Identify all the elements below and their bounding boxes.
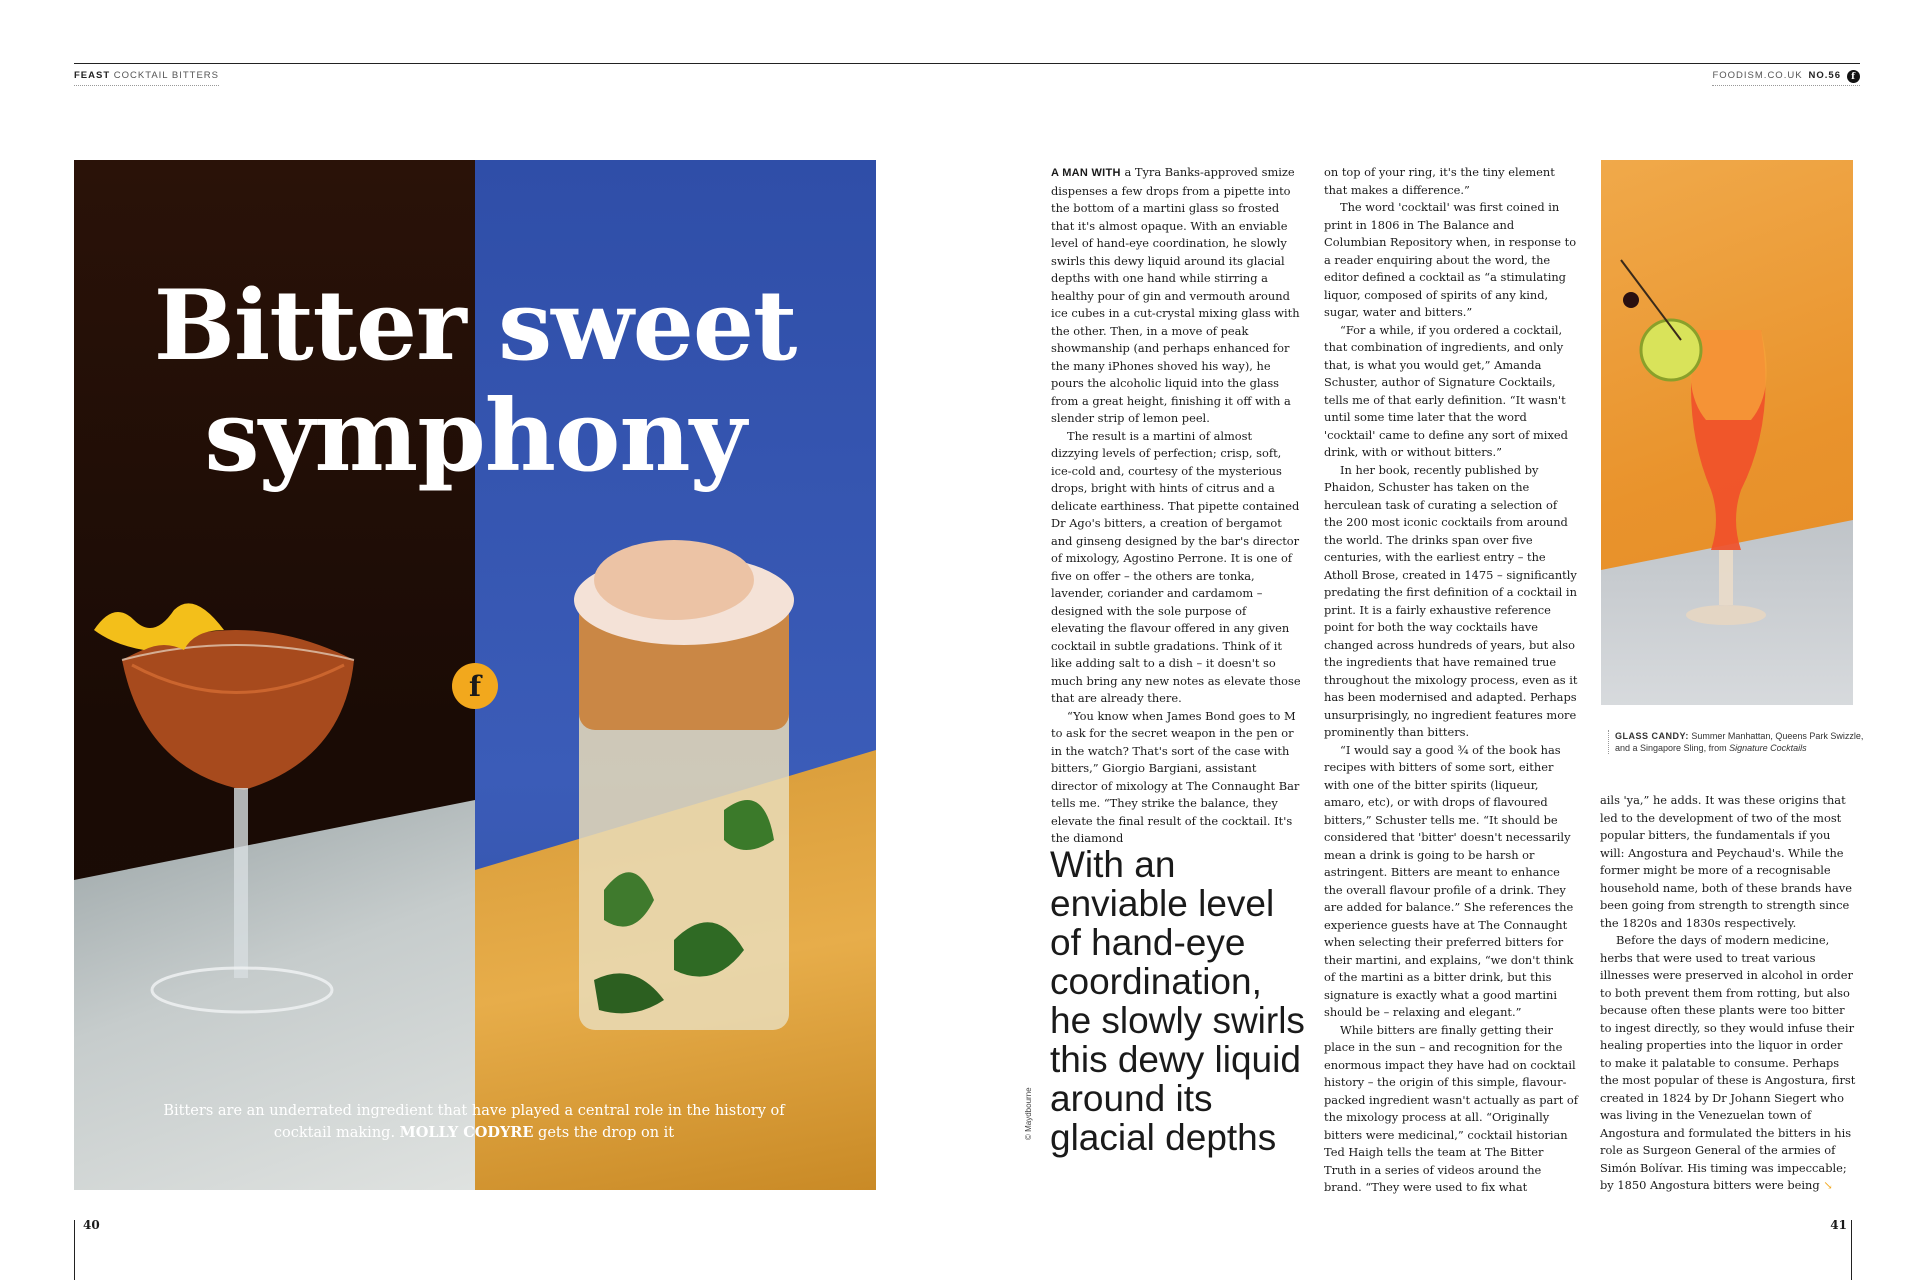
headline-line-1: Bitter sweet bbox=[153, 269, 797, 382]
caption-label: GLASS CANDY: bbox=[1615, 731, 1689, 741]
paragraph: In her book, recently published by Phaidon, Schuster has taken on the herculean task of curating a selection of the 200 most iconic cocktails from around the world. The drinks span over five centuries, with the earliest entry – the Atholl Brose, created in 1475 – significantly predating the first definition of a cocktail in print. It is a fairly exhaustive reference point for both the way cocktails have changed across hundreds of years, but also the ingredients that have remained true throughout the mixology process, even as it has been modernised and adapted. Perhaps unsurprisingly, no ingredient features more prominently than bitters. bbox=[1324, 462, 1578, 739]
paragraph: “I would say a good ¾ of the book has recipes with bitters of some sort, either with one of the bitter spirits (liqueur, amaro, etc), or with drops of flavoured bitters,” Schuster tells me. “It should be considered that 'bitter' doesn't necessarily mean a drink is going to be harsh or astringent. Bitters are meant to enhance the overall flavour profile of a drink. They are added for balance.” She references the experience guests have at The Connaught when selecting their preferred bitters for their martini, and explains, “we don't think of the martini as a bitter drink, but this signature is exactly what a good martini should be – relaxing and elegant.” bbox=[1324, 742, 1574, 1019]
hurricane-glass-icon bbox=[1601, 160, 1853, 705]
author-name: MOLLY CODYRE bbox=[399, 1124, 534, 1141]
paragraph: Before the days of modern medicine, herbs that were used to treat various illnesses were preserved in alcohol in order to both prevent them from rotting, but also because often these plants were too bitter to ingest directly, so they would infuse their healing properties into the liquor in order to make it palatable to consume. Perhaps the most popular of these is Angostura, first created in 1824 by Dr Johann Siegert who was living in the Venezuelan town of Angostura and formulated the bitters in his role as Surgeon General of the armies of Simón Bolívar. His timing was impeccable; by 1850 Angostura bitters were being ↘ bbox=[1600, 933, 1856, 1192]
coupe-glass-icon bbox=[94, 603, 354, 1012]
article-column-2 bbox=[1324, 164, 1578, 1197]
pull-quote: With an enviable level of hand-eye coordination, he slowly swirls this dewy liquid around its glacial depths bbox=[1050, 844, 1305, 1158]
paragraph: While bitters are finally getting their place in the sun – and recognition for the enormous impact they have had on cocktail history – the origin of this simple, flavour-packed ingredient wasn't actually as part of the mixology process at all. “Originally bitters were medicinal,” cocktail historian Ted Haigh tells the team at The Bitter Truth in a series of videos around the brand. “They were used to fix what bbox=[1324, 1022, 1579, 1194]
page-number-right: 41 bbox=[1830, 1218, 1847, 1232]
top-rule bbox=[74, 63, 1860, 64]
lead-in: A MAN WITH bbox=[1051, 167, 1121, 179]
paragraph: The result is a martini of almost dizzying levels of perfection; crisp, soft, ice-cold and, courtesy of the mysterious drops, bright with hints of citrus and a delicate earthiness. That pipette contained Dr Ago's bitters, a creation of bergamot and ginseng designed by the bar's director of mixology, Agostino Perrone. It is one of five on offer – the others are tonka, lavender, coriander and cardamom – designed with the sole purpose of elevating the flavour offered in any given cocktail in subtle gradations. Think of it like adding salt to a dish – it doesn't so much bring any new notes as elevate those that are already there. bbox=[1051, 428, 1301, 705]
site-url[interactable]: FOODISM.CO.UK bbox=[1712, 70, 1803, 81]
paragraph: A MAN WITH a Tyra Banks-approved smize dispenses a few drops from a pipette into the bottom of a martini glass so frosted that it's almost opaque. With an enviable level of hand-eye coordination, he slowly swirls this dewy liquid around its glacial depths with one hand while stirring a healthy pour of gin and vermouth around ice cubes in a cut-crystal mixing glass with the other. Then, in a move of peak showmanship (and perhaps enhanced for the many iPhones shoved his way), he pours the alcoholic liquid into the glass from a great height, finishing it off with a slender strip of lemon peel. bbox=[1051, 165, 1300, 425]
page-edge-left bbox=[74, 1220, 75, 1280]
photo-caption: GLASS CANDY: Summer Manhattan, Queens Park Swizzle, and a Singapore Sling, from Signature Cocktails bbox=[1608, 730, 1865, 754]
paragraph: The word 'cocktail' was first coined in print in 1806 in The Balance and Columbian Repository when, in response to a reader enquiring about the word, the editor defined a cocktail as “a stimulating liquor, composed of spirits of any kind, sugar, water and bitters.” bbox=[1324, 200, 1577, 319]
issue-number: NO.56 bbox=[1808, 70, 1841, 81]
paragraph: “You know when James Bond goes to M to ask for the secret weapon in the pen or in the watch? That's sort of the case with bitters,” Giorgio Bargiani, assistant director of mixology at The Connaught Bar tells me. “They strike the balance, they elevate the final result of the cocktail. It's the diamond bbox=[1051, 708, 1300, 845]
article-column-1 bbox=[1051, 164, 1301, 848]
article-column-3 bbox=[1600, 792, 1856, 1195]
photo-credit: © Maydbourne bbox=[1024, 1087, 1033, 1140]
page-number-left: 40 bbox=[83, 1218, 100, 1232]
foodism-logo-icon: f bbox=[1847, 70, 1860, 83]
hero-image bbox=[74, 160, 876, 1190]
paragraph: “For a while, if you ordered a cocktail, that combination of ingredients, and only that, is what you would get,” Amanda Schuster, author of Signature Cocktails, tells me of that early definition. “It wasn't until some time later that the word 'cocktail' came to define any sort of mixed drink, with or without bitters.” bbox=[1324, 322, 1568, 459]
standfirst: Bitters are an underrated ingredient that have played a central role in the history of cocktail making. MOLLY CODYRE gets the drop on it bbox=[163, 1103, 785, 1141]
highball-glass-icon bbox=[574, 540, 794, 1030]
side-photo-singapore-sling bbox=[1601, 160, 1853, 705]
paragraph: on top of your ring, it's the tiny element that makes a difference.” bbox=[1324, 165, 1555, 197]
section-label: FEAST bbox=[74, 70, 111, 81]
running-head-left bbox=[74, 70, 219, 86]
page-edge-right bbox=[1851, 1220, 1852, 1280]
topic-label: COCKTAIL BITTERS bbox=[113, 70, 219, 81]
paragraph: ails 'ya,” he adds. It was these origins that led to the development of two of the most popular bitters, the fundamentals if you will: Angostura and Peychaud's. While the former might be more of a recognisable household name, both of these brands have been going from strength to strength since the 1820s and 1830s respectively. bbox=[1600, 793, 1852, 930]
foodism-f-badge-icon: f bbox=[452, 663, 498, 709]
headline-line-2: symphony bbox=[204, 379, 746, 494]
continue-arrow-icon: ↘ bbox=[1823, 1178, 1833, 1192]
running-head-right bbox=[1712, 70, 1860, 86]
